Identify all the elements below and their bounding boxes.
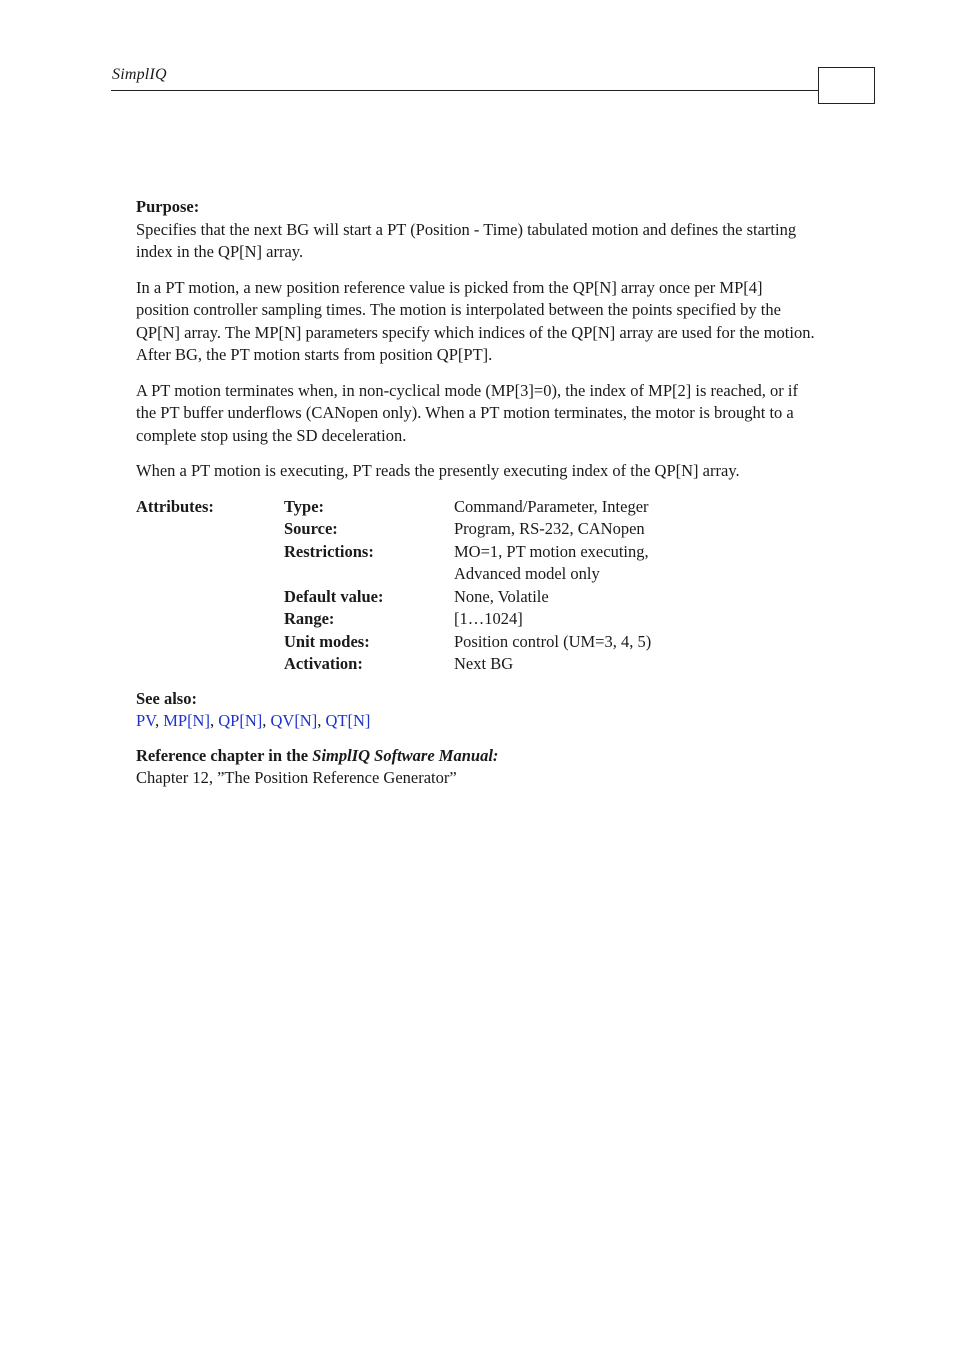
attribute-key: Activation:	[284, 654, 363, 673]
purpose-paragraph: A PT motion terminates when, in non-cyclical mode (MP[3]=0), the index of MP[2] is reached, or if the PT buffer underflows (CANopen only). When a PT motion terminates, the motor is brought to a complete stop using the SD deceleration.	[136, 380, 798, 445]
attribute-value: [1…1024]	[454, 609, 523, 628]
attribute-value: Program, RS-232, CANopen	[454, 519, 645, 538]
reference-section	[136, 745, 816, 790]
link-qv[interactable]: QV[N]	[270, 711, 318, 730]
link-pv[interactable]: PV	[136, 711, 155, 730]
attribute-key: Source:	[284, 519, 338, 538]
attribute-value: MO=1, PT motion executing,	[454, 541, 649, 561]
document-body	[136, 196, 816, 790]
link-qt[interactable]: QT[N]	[325, 711, 371, 730]
attribute-value: Next BG	[454, 654, 514, 673]
page-number-box	[818, 67, 875, 104]
reference-heading	[136, 745, 816, 768]
reference-chapter: Chapter 12, ”The Position Reference Generator”	[136, 768, 457, 787]
purpose-heading: Purpose:	[136, 197, 200, 216]
link-separator: ,	[317, 711, 326, 730]
attributes-table	[136, 496, 816, 676]
link-separator: ,	[262, 711, 271, 730]
link-qp[interactable]: QP[N]	[218, 711, 263, 730]
reference-brand: SimplIQ	[312, 745, 371, 765]
attribute-key: Type:	[284, 496, 325, 516]
attribute-key: Unit modes:	[284, 631, 370, 651]
purpose-paragraph: In a PT motion, a new position reference value is picked from the QP[N] array once per MP[4] position controller sampling times. The motion is interpolated between the points specified by the QP[N] array. The MP[N] parameters specify which indices of the QP[N] array are used for the motion. After BG, the PT motion starts from position QP[PT].	[136, 277, 815, 364]
attribute-value: Command/Parameter, Integer	[454, 496, 649, 516]
attribute-value: Position control (UM=3, 4, 5)	[454, 631, 652, 651]
purpose-paragraph: Specifies that the next BG will start a PT (Position - Time) tabulated motion and defines the starting index in the QP[N] array.	[136, 219, 797, 261]
see-also-links	[136, 710, 816, 733]
reference-suffix: Software Manual:	[370, 745, 499, 765]
attribute-key	[284, 563, 454, 586]
header-rule	[111, 90, 819, 91]
reference-prefix: Reference chapter in the	[136, 745, 313, 765]
attribute-value: Advanced model only	[454, 564, 600, 583]
attribute-key: Restrictions:	[284, 541, 374, 561]
attribute-value: None, Volatile	[454, 586, 549, 606]
see-also-section	[136, 688, 816, 733]
link-mp[interactable]: MP[N]	[163, 711, 210, 730]
link-separator: ,	[209, 711, 219, 730]
attributes-heading: Attributes:	[136, 496, 214, 516]
attribute-key: Default value:	[284, 586, 384, 606]
see-also-heading: See also:	[136, 688, 197, 708]
link-separator: ,	[154, 711, 164, 730]
header-brand: SimplIQ	[112, 66, 167, 83]
attribute-key: Range:	[284, 609, 335, 628]
purpose-section	[136, 196, 816, 483]
purpose-paragraph: When a PT motion is executing, PT reads the presently executing index of the QP[N] array.	[136, 461, 740, 480]
